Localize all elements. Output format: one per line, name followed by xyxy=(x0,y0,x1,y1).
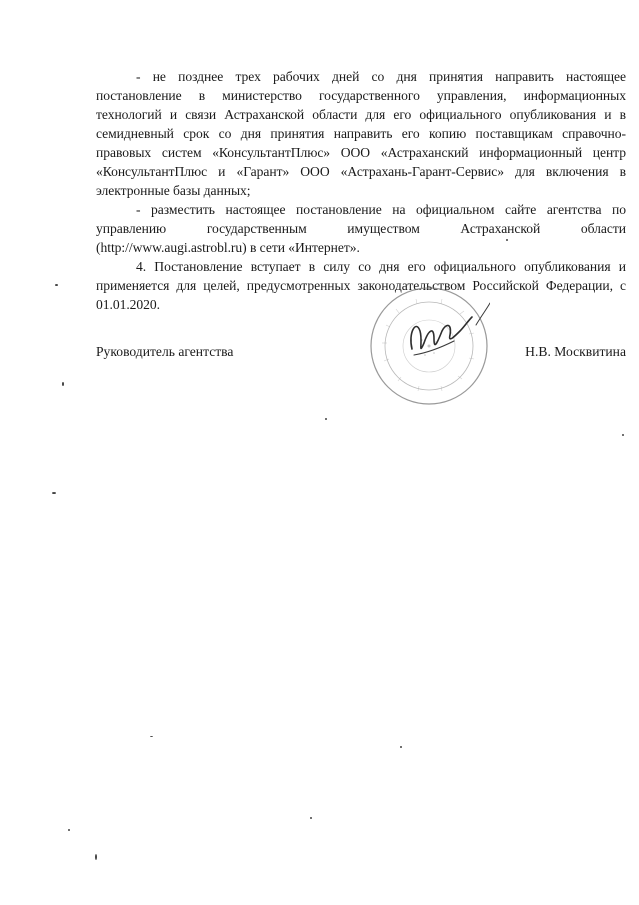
signatory-name: Н.В. Москвитина xyxy=(525,344,626,359)
scan-speck xyxy=(150,736,153,737)
document-body xyxy=(96,67,626,314)
scan-speck xyxy=(310,817,312,819)
scan-speck xyxy=(95,854,97,860)
scan-speck xyxy=(325,418,327,420)
paragraph-effective-date: 4. Постановление вступает в силу со дня его официального опубликования и применяется для целей, предусмотренных законодательством Российской Федерации, с 01.01.2020. xyxy=(96,259,626,312)
signatory-position: Руководитель агентства xyxy=(96,344,234,359)
scan-speck xyxy=(62,382,64,386)
paragraph-website: - разместить настоящее постановление на официальном сайте агентства по управлению государственным имуществом Астраханской области (http://www.augi.astrobl.ru) в сети «Интернет». xyxy=(96,202,626,255)
scan-speck xyxy=(52,492,56,494)
signature-block xyxy=(96,344,626,366)
scan-speck xyxy=(55,284,58,286)
paragraph-publication: - не позднее трех рабочих дней со дня принятия направить настоящее постановление в министерство государственного управления, информационных технологий и связи Астраханской области для его официального опубликования и в семидневный срок со дня принятия направить его копию поставщикам справочно-правовых систем «КонсультантПлюс» ООО «Астраханский информационный центр «КонсультантПлюс и «Гарант» ООО «Астрахань-Гарант-Сервис» для включения в электронные базы данных; xyxy=(96,69,626,198)
scan-speck xyxy=(400,746,402,748)
scan-speck xyxy=(68,829,70,831)
scan-speck xyxy=(622,434,624,436)
scan-speck xyxy=(506,239,508,241)
